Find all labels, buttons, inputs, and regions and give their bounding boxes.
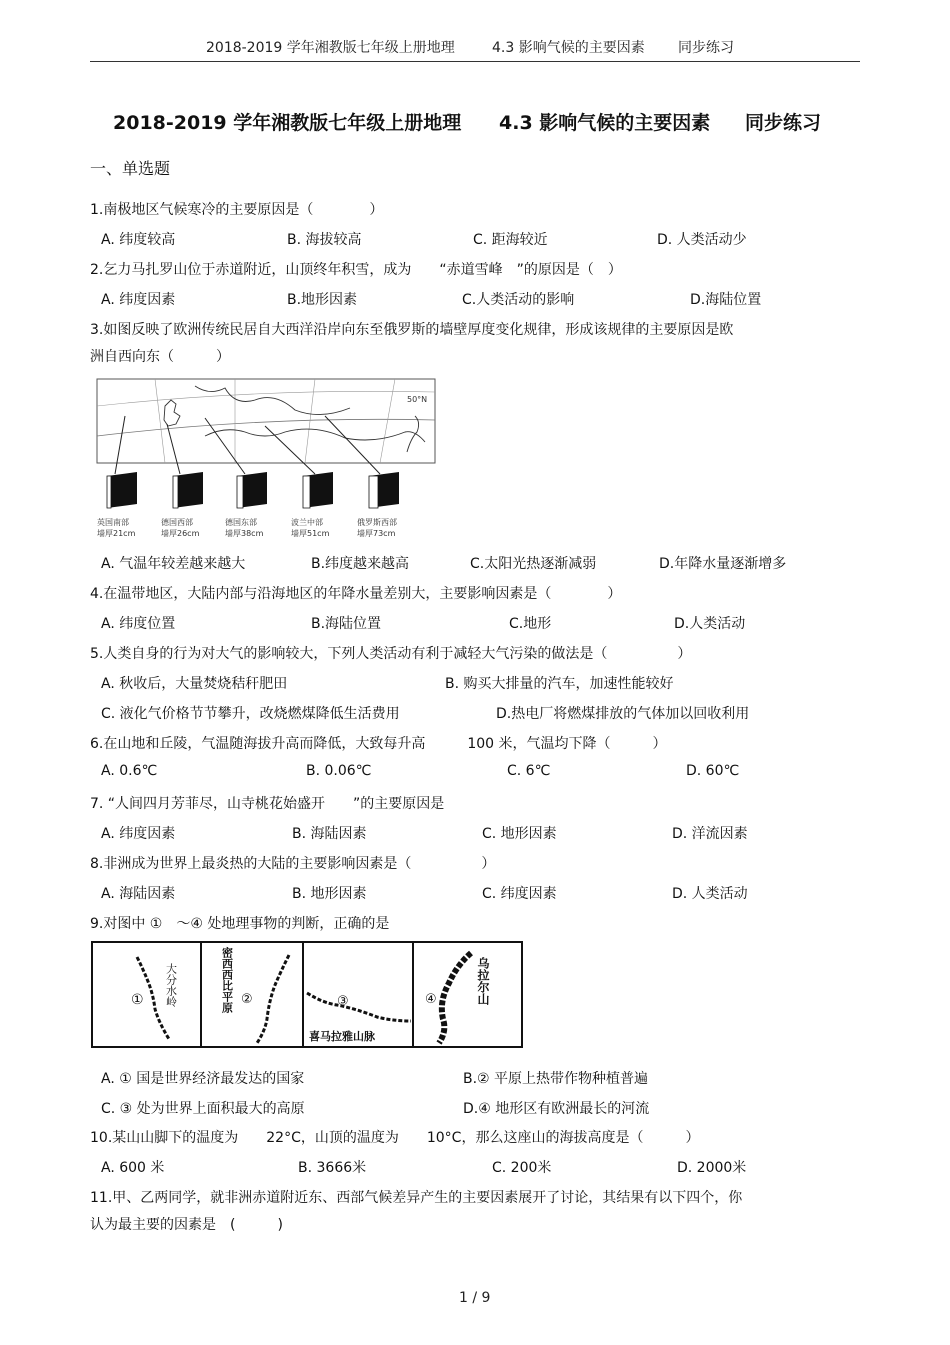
four-regions-figure bbox=[91, 941, 523, 1049]
q2-option-d: D.海陆位置 bbox=[690, 292, 762, 308]
question-10-stem: 10.某山山脚下的温度为 22°C，山顶的温度为 10°C，那么这座山的海拔高度是（ ） bbox=[90, 1130, 700, 1146]
q2-option-b: B.地形因素 bbox=[287, 292, 358, 308]
title-lesson: 4.3 影响气候的主要因素 bbox=[499, 112, 711, 134]
panel-4-label: 乌拉尔山 bbox=[476, 957, 490, 1005]
wall-thickness-label: 墙厚21cm bbox=[97, 529, 136, 538]
panel-3-number: ③ bbox=[337, 994, 349, 1009]
header-practice: 同步练习 bbox=[678, 40, 734, 56]
wall-thickness-label: 墙厚38cm bbox=[225, 529, 264, 538]
panel-3-label: 喜马拉雅山脉 bbox=[309, 1030, 375, 1043]
wall-block-2 bbox=[173, 472, 203, 508]
panel-2-label: 密西西比平原 bbox=[220, 947, 234, 1013]
header-course: 2018-2019 学年湘教版七年级上册地理 bbox=[206, 40, 455, 56]
q2-option-a: A. 纬度因素 bbox=[101, 292, 176, 308]
question-6-stem: 6.在山地和丘陵，气温随海拔升高而降低，大致每升高 100 米，气温均下降（ ） bbox=[90, 736, 667, 752]
q2-option-c: C.人类活动的影响 bbox=[462, 292, 575, 308]
q6-option-c: C. 6℃ bbox=[507, 763, 551, 779]
q4-option-c: C.地形 bbox=[509, 616, 552, 632]
question-9-stem: 9.对图中 ① ～④ 处地理事物的判断，正确的是 bbox=[90, 916, 390, 932]
header-lesson: 4.3 影响气候的主要因素 bbox=[492, 40, 645, 56]
title-course: 2018-2019 学年湘教版七年级上册地理 bbox=[113, 112, 462, 134]
q5-option-b: B. 购买大排量的汽车，加速性能较好 bbox=[445, 676, 674, 692]
q5-option-d: D.热电厂将燃煤排放的气体加以回收利用 bbox=[496, 706, 750, 722]
panel-1-label: 大分水岭 bbox=[164, 963, 178, 1007]
panel-1-number: ① bbox=[131, 992, 144, 1008]
q10-option-a: A. 600 米 bbox=[101, 1160, 165, 1176]
q7-option-d: D. 洋流因素 bbox=[672, 826, 748, 842]
question-11-stem-cont: 认为最主要的因素是 ( ) bbox=[90, 1217, 283, 1233]
wall-place-label: 德国西部 bbox=[161, 518, 193, 527]
wall-block-3 bbox=[237, 472, 267, 508]
question-8-stem: 8.非洲成为世界上最炎热的大陆的主要影响因素是（ ） bbox=[90, 856, 496, 872]
header-rule bbox=[90, 61, 860, 62]
wall-place-label: 英国南部 bbox=[97, 518, 129, 527]
europe-wall-thickness-figure bbox=[95, 376, 445, 546]
q6-option-a: A. 0.6℃ bbox=[101, 763, 158, 779]
q10-option-b: B. 3666米 bbox=[298, 1160, 367, 1176]
title-practice: 同步练习 bbox=[745, 112, 822, 134]
question-2-stem: 2.乞力马扎罗山位于赤道附近，山顶终年积雪，成为 “赤道雪峰 ”的原因是（ ） bbox=[90, 262, 622, 278]
wall-place-label: 德国东部 bbox=[225, 518, 257, 527]
q8-option-d: D. 人类活动 bbox=[672, 886, 748, 902]
q8-option-a: A. 海陆因素 bbox=[101, 886, 176, 902]
q5-option-c: C. 液化气价格节节攀升，改烧燃煤降低生活费用 bbox=[101, 706, 400, 722]
q8-option-b: B. 地形因素 bbox=[292, 886, 367, 902]
q8-option-c: C. 纬度因素 bbox=[482, 886, 557, 902]
question-7-stem: 7. “人间四月芳菲尽，山寺桃花始盛开 ”的主要原因是 bbox=[90, 796, 445, 812]
wall-thickness-label: 墙厚51cm bbox=[291, 529, 330, 538]
wall-block-1 bbox=[107, 472, 137, 508]
question-3-stem-cont: 洲自西向东（ ） bbox=[90, 349, 230, 365]
panel-4-number: ④ bbox=[425, 992, 437, 1007]
question-5-stem: 5.人类自身的行为对大气的影响较大，下列人类活动有利于减轻大气污染的做法是（ ） bbox=[90, 646, 692, 662]
q4-option-d: D.人类活动 bbox=[674, 616, 746, 632]
wall-block-4 bbox=[303, 472, 333, 508]
question-11-stem: 11.甲、乙两同学，就非洲赤道附近东、西部气候差异产生的主要因素展开了讨论，其结果有以下四个，你 bbox=[90, 1190, 743, 1206]
latitude-label: 50°N bbox=[407, 395, 428, 404]
europe-map-frame bbox=[97, 379, 435, 463]
q7-option-a: A. 纬度因素 bbox=[101, 826, 176, 842]
q9-option-a: A. ① 国是世界经济最发达的国家 bbox=[101, 1071, 305, 1087]
question-1-stem: 1.南极地区气候寒冷的主要原因是（ ） bbox=[90, 202, 384, 218]
q9-option-c: C. ③ 处为世界上面积最大的高原 bbox=[101, 1101, 305, 1117]
wall-thickness-label: 墙厚73cm bbox=[357, 529, 396, 538]
q6-option-b: B. 0.06℃ bbox=[306, 763, 372, 779]
q5-option-a: A. 秋收后，大量焚烧秸秆肥田 bbox=[101, 676, 288, 692]
question-3-stem: 3.如图反映了欧洲传统民居自大西洋沿岸向东至俄罗斯的墙壁厚度变化规律，形成该规律的主要原因是欧 bbox=[90, 322, 734, 338]
wall-thickness-label: 墙厚26cm bbox=[161, 529, 200, 538]
q3-option-c: C.太阳光热逐渐减弱 bbox=[470, 556, 597, 572]
q7-option-b: B. 海陆因素 bbox=[292, 826, 367, 842]
q9-option-b: B.② 平原上热带作物种植普遍 bbox=[463, 1071, 649, 1087]
q10-option-c: C. 200米 bbox=[492, 1160, 552, 1176]
wall-block-5 bbox=[369, 472, 399, 508]
q1-option-a: A. 纬度较高 bbox=[101, 232, 176, 248]
q3-option-a: A. 气温年较差越来越大 bbox=[101, 556, 246, 572]
q9-option-d: D.④ 地形区有欧洲最长的河流 bbox=[463, 1101, 650, 1117]
q4-option-b: B.海陆位置 bbox=[311, 616, 382, 632]
page-number: 1 / 9 bbox=[459, 1290, 491, 1306]
q7-option-c: C. 地形因素 bbox=[482, 826, 557, 842]
q3-option-b: B.纬度越来越高 bbox=[311, 556, 410, 572]
section-heading: 一、单选题 bbox=[90, 159, 171, 178]
q1-option-d: D. 人类活动少 bbox=[657, 232, 747, 248]
q1-option-c: C. 距海较近 bbox=[473, 232, 548, 248]
wall-place-label: 波兰中部 bbox=[291, 518, 323, 527]
q10-option-d: D. 2000米 bbox=[677, 1160, 747, 1176]
q3-option-d: D.年降水量逐渐增多 bbox=[659, 556, 787, 572]
question-4-stem: 4.在温带地区，大陆内部与沿海地区的年降水量差别大，主要影响因素是（ ） bbox=[90, 586, 622, 602]
panel-2-number: ② bbox=[241, 992, 253, 1007]
q1-option-b: B. 海拔较高 bbox=[287, 232, 362, 248]
wall-place-label: 俄罗斯西部 bbox=[357, 518, 397, 527]
q6-option-d: D. 60℃ bbox=[686, 763, 740, 779]
q4-option-a: A. 纬度位置 bbox=[101, 616, 176, 632]
